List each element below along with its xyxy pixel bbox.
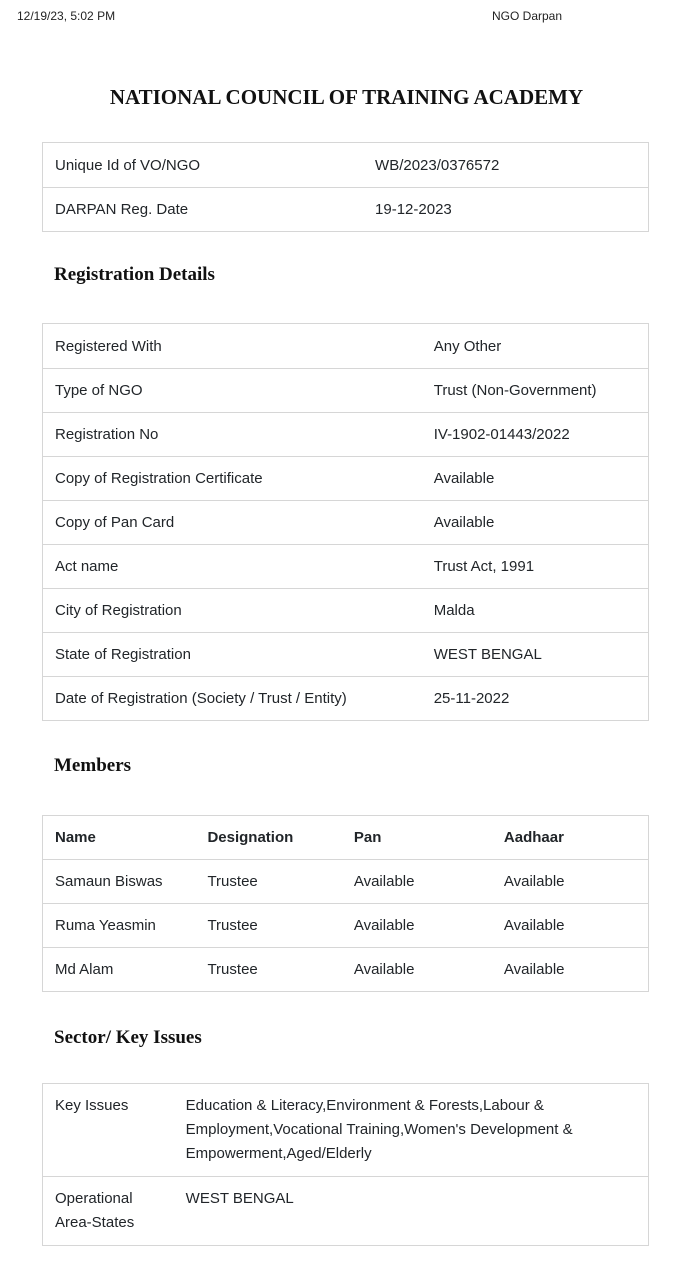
members-table [42,815,649,992]
row-value: WB/2023/0376572 [375,156,500,174]
row-value: Education & Literacy,Environment & Forests,Labour & Employment,Vocational Training,Women's Development & Empowerment,Aged/Elderly [185,1097,573,1162]
column-header-aadhaar: Aadhaar [503,829,564,846]
row-value: WEST BENGAL [185,1190,294,1207]
table-row [43,632,648,676]
row-label: Date of Registration (Society / Trust / Entity) [55,690,347,707]
table-row [43,187,648,231]
row-value: Available [433,470,495,487]
member-aadhaar-status: Available [503,873,565,890]
print-timestamp: 12/19/23, 5:02 PM [17,9,116,23]
row-value: Any Other [433,337,502,355]
row-value: Trust Act, 1991 [433,558,535,575]
table-row [43,412,648,456]
print-doc-title: NGO Darpan [492,9,563,23]
row-label: Key Issues [55,1097,129,1114]
ngo-name-title: NATIONAL COUNCIL OF TRAINING ACADEMY [109,85,584,109]
member-row [43,947,648,991]
members-heading: Members [54,755,132,776]
member-name: Ruma Yeasmin [55,917,156,934]
row-value: Malda [433,602,475,619]
row-label: State of Registration [55,646,191,663]
table-row [43,500,648,544]
member-pan-status: Available [353,917,415,934]
row-value: 25-11-2022 [433,690,510,707]
member-designation: Trustee [207,917,258,934]
row-value: IV-1902-01443/2022 [433,426,570,443]
registration-details-table [42,323,649,721]
sector-key-issues-heading: Sector/ Key Issues [54,1027,202,1048]
member-designation: Trustee [207,961,258,978]
unique-id-table [42,142,649,232]
row-value: Available [433,514,495,531]
row-label: DARPAN Reg. Date [55,201,189,218]
column-header-designation: Designation [207,829,294,846]
member-designation: Trustee [207,873,258,890]
table-row [43,1084,648,1176]
member-name: Md Alam [55,961,114,978]
table-row [43,368,648,412]
table-row [43,1176,648,1245]
member-row [43,859,648,903]
table-row [43,324,648,368]
row-value: WEST BENGAL [433,646,542,663]
table-row [43,456,648,500]
sector-key-issues-table [42,1083,649,1246]
member-aadhaar-status: Available [503,917,565,934]
table-row [43,676,648,720]
row-label: Copy of Registration Certificate [55,470,263,487]
row-value: Trust (Non-Government) [433,382,597,399]
row-label: Registration No [55,426,159,443]
table-row [43,544,648,588]
row-label: Type of NGO [55,382,143,399]
row-label: Copy of Pan Card [55,514,175,531]
member-aadhaar-status: Available [503,961,565,978]
row-label: Act name [55,558,119,575]
column-header-pan: Pan [353,829,382,846]
member-pan-status: Available [353,961,415,978]
row-label: Operational Area-States [55,1190,135,1231]
row-value: 19-12-2023 [375,201,452,218]
table-row [43,143,648,187]
member-row [43,903,648,947]
row-label: City of Registration [55,602,182,619]
table-header-row [43,816,648,859]
row-label: Registered With [55,337,162,355]
member-name: Samaun Biswas [55,873,163,890]
table-row [43,588,648,632]
member-pan-status: Available [353,873,415,890]
row-label: Unique Id of VO/NGO [55,156,201,174]
column-header-name: Name [55,829,96,846]
registration-details-heading: Registration Details [54,264,215,285]
